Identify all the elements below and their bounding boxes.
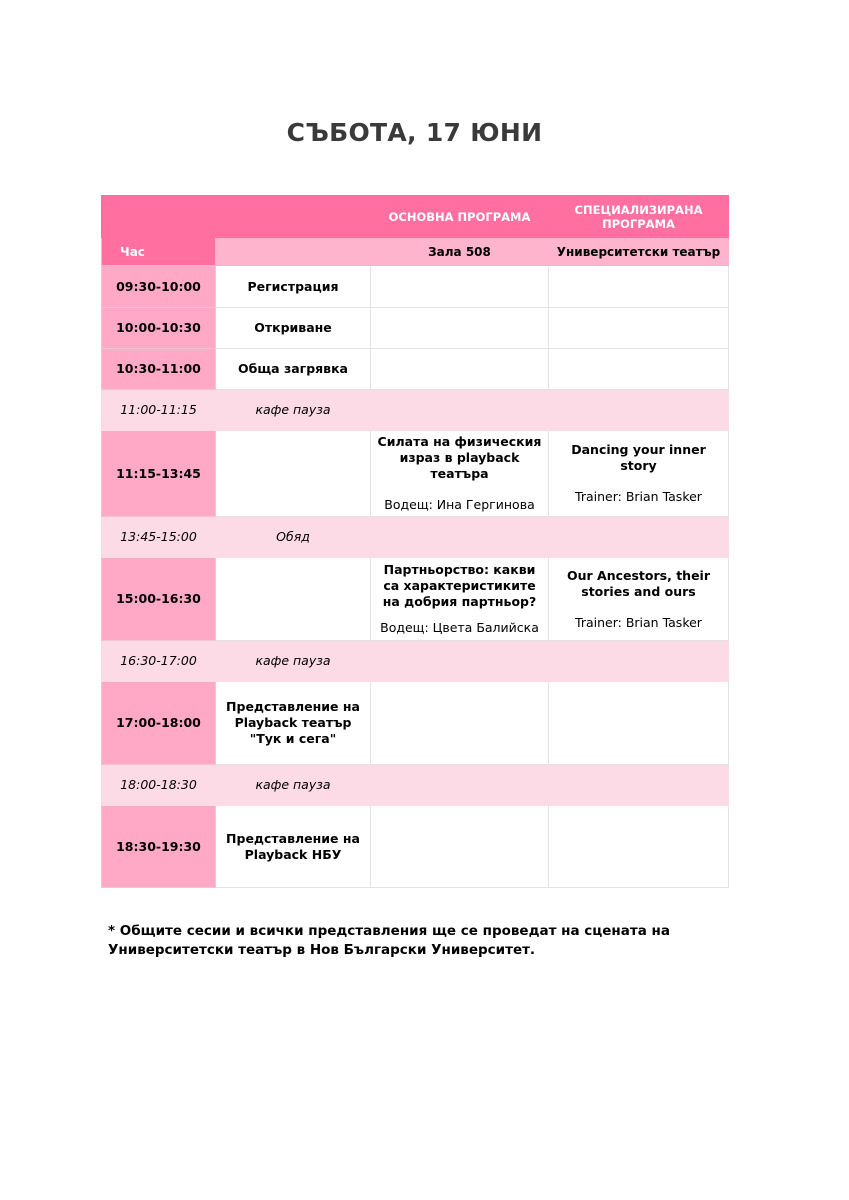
special-cell — [549, 682, 729, 765]
time-cell: 17:00-18:00 — [102, 682, 216, 765]
table-row — [102, 682, 729, 765]
event-cell: кафе пауза — [216, 390, 371, 431]
header-empty-1 — [102, 196, 216, 238]
event-cell: Обяд — [216, 517, 371, 558]
special-session-cell — [549, 558, 729, 641]
event-cell: Регистрация — [216, 266, 371, 308]
table-row — [102, 558, 729, 641]
special-cell — [549, 390, 729, 431]
subheader-hour: Час — [102, 238, 216, 266]
table-row-pause — [102, 641, 729, 682]
special-session-cell — [549, 431, 729, 517]
time-cell: 10:00-10:30 — [102, 308, 216, 349]
session-lead: Водещ: Ина Гергинова — [384, 497, 535, 512]
main-cell — [371, 517, 549, 558]
time-cell: 18:00-18:30 — [102, 765, 216, 806]
subheader-hall: Зала 508 — [371, 238, 549, 266]
event-cell: Обща загрявка — [216, 349, 371, 390]
event-cell: Откриване — [216, 308, 371, 349]
header-empty-2 — [216, 196, 371, 238]
special-cell — [549, 349, 729, 390]
main-cell — [371, 806, 549, 888]
event-cell: Представление на Playback НБУ — [216, 806, 371, 888]
session-lead: Trainer: Brian Tasker — [575, 614, 702, 630]
main-cell — [371, 349, 549, 390]
session-lead: Trainer: Brian Tasker — [575, 489, 702, 504]
time-cell: 16:30-17:00 — [102, 641, 216, 682]
session-title: Our Ancestors, their stories and ours — [566, 567, 710, 599]
page-title: СЪБОТА, 17 ЮНИ — [286, 118, 543, 147]
time-cell: 15:00-16:30 — [102, 558, 216, 641]
special-cell — [549, 641, 729, 682]
header-main-program: ОСНОВНА ПРОГРАМА — [371, 196, 549, 238]
event-cell: кафе пауза — [216, 765, 371, 806]
schedule-table — [101, 195, 729, 888]
special-cell — [549, 765, 729, 806]
time-cell: 13:45-15:00 — [102, 517, 216, 558]
main-cell — [371, 266, 549, 308]
event-cell — [216, 431, 371, 517]
subheader-theatre: Университетски театър — [549, 238, 729, 266]
time-cell: 10:30-11:00 — [102, 349, 216, 390]
time-cell: 11:15-13:45 — [102, 431, 216, 517]
table-row — [102, 349, 729, 390]
footnote: * Общите сесии и всички представления ще се проведат на сцената на Университетски театър в Нов Български Университет. — [108, 923, 670, 958]
main-cell — [371, 641, 549, 682]
subheader-empty — [216, 238, 371, 266]
main-cell — [371, 682, 549, 765]
table-subheader-row — [102, 238, 729, 266]
header-special-program: СПЕЦИАЛИЗИРАНА ПРОГРАМА — [549, 196, 729, 238]
table-row — [102, 806, 729, 888]
table-row-pause — [102, 765, 729, 806]
time-cell: 11:00-11:15 — [102, 390, 216, 431]
table-row — [102, 266, 729, 308]
table-row-pause — [102, 390, 729, 431]
session-title: Dancing your inner story — [571, 442, 706, 473]
table-header-row — [102, 196, 729, 238]
special-cell — [549, 266, 729, 308]
main-session-cell — [371, 431, 549, 517]
event-cell: кафе пауза — [216, 641, 371, 682]
main-cell — [371, 765, 549, 806]
time-cell: 09:30-10:00 — [102, 266, 216, 308]
table-row-pause — [102, 517, 729, 558]
session-title: Силата на физическия израз в playback театъра — [377, 434, 542, 481]
session-lead: Водещ: Цвета Балийска — [380, 620, 539, 635]
event-cell: Представление на Playback театър "Тук и сега" — [216, 682, 371, 765]
special-cell — [549, 517, 729, 558]
main-cell — [371, 390, 549, 431]
special-cell — [549, 308, 729, 349]
main-session-cell — [371, 558, 549, 641]
main-cell — [371, 308, 549, 349]
time-cell: 18:30-19:30 — [102, 806, 216, 888]
session-title: Партньорство: какви са характеристиките на добрия партньор? — [382, 562, 537, 609]
event-cell — [216, 558, 371, 641]
special-cell — [549, 806, 729, 888]
table-row — [102, 431, 729, 517]
table-row — [102, 308, 729, 349]
